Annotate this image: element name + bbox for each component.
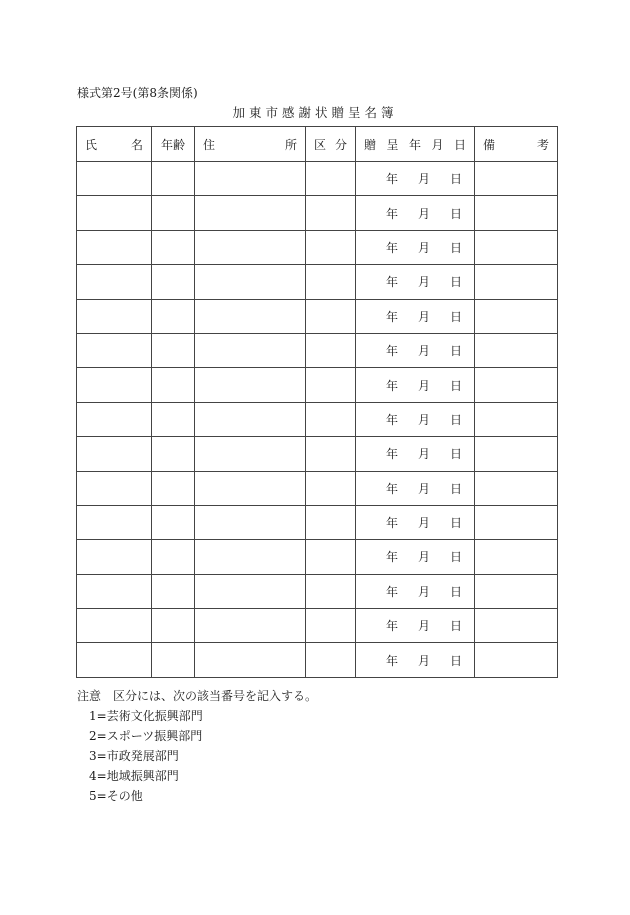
- date-day-label: 日: [449, 378, 462, 393]
- header-date: [356, 127, 475, 162]
- date-cell: [356, 299, 475, 333]
- table-row: [77, 471, 558, 505]
- age-cell: [152, 265, 195, 299]
- date-cell: [356, 574, 475, 608]
- age-cell: [152, 471, 195, 505]
- date-month-label: 月: [417, 447, 430, 462]
- age-cell: [152, 643, 195, 677]
- age-cell: [152, 540, 195, 574]
- date-year-label: 年: [386, 172, 399, 187]
- remarks-cell: [475, 471, 558, 505]
- table-row: [77, 265, 558, 299]
- date-day-label: 日: [449, 309, 462, 324]
- date-cell: [356, 505, 475, 539]
- date-cell: [356, 540, 475, 574]
- notes-section: [77, 686, 317, 806]
- date-day-label: 日: [449, 516, 462, 531]
- address-cell: [195, 643, 306, 677]
- category-cell: [306, 196, 356, 230]
- table-row: [77, 643, 558, 677]
- date-day-label: 日: [449, 240, 462, 255]
- date-month-label: 月: [417, 550, 430, 565]
- name-cell: [77, 643, 152, 677]
- table-row: [77, 368, 558, 402]
- document-title: 加東市感謝状贈呈名簿: [232, 105, 398, 120]
- category-cell: [306, 505, 356, 539]
- category-cell: [306, 230, 356, 264]
- address-cell: [195, 540, 306, 574]
- date-year-label: 年: [386, 584, 399, 599]
- table-row: [77, 540, 558, 574]
- header-remarks-char: 考: [536, 137, 549, 152]
- category-cell: [306, 368, 356, 402]
- date-cell: [356, 471, 475, 505]
- name-cell: [77, 196, 152, 230]
- age-cell: [152, 505, 195, 539]
- header-category-char: 分: [334, 137, 347, 152]
- category-cell: [306, 540, 356, 574]
- form-number: 様式第2号(第8条関係): [77, 86, 198, 100]
- category-cell: [306, 333, 356, 367]
- header-address-char: 所: [284, 137, 297, 152]
- table-row: [77, 196, 558, 230]
- address-cell: [195, 230, 306, 264]
- remarks-cell: [475, 540, 558, 574]
- date-year-label: 年: [386, 206, 399, 221]
- notes-text: 区分には、次の該当番号を記入する。: [113, 689, 318, 703]
- category-cell: [306, 437, 356, 471]
- address-cell: [195, 505, 306, 539]
- date-month-label: 月: [417, 206, 430, 221]
- remarks-cell: [475, 574, 558, 608]
- date-year-label: 年: [386, 447, 399, 462]
- header-date-char: 呈: [386, 137, 399, 152]
- table-row: [77, 402, 558, 436]
- address-cell: [195, 299, 306, 333]
- date-day-label: 日: [449, 481, 462, 496]
- name-cell: [77, 230, 152, 264]
- date-month-label: 月: [417, 172, 430, 187]
- name-cell: [77, 368, 152, 402]
- table-row: [77, 162, 558, 196]
- age-cell: [152, 230, 195, 264]
- date-day-label: 日: [449, 344, 462, 359]
- address-cell: [195, 368, 306, 402]
- date-month-label: 月: [417, 481, 430, 496]
- register-rows: [77, 162, 558, 678]
- category-cell: [306, 299, 356, 333]
- category-item: 2=スポーツ振興部門: [89, 729, 203, 743]
- date-year-label: 年: [386, 619, 399, 634]
- table-row: [77, 574, 558, 608]
- category-item: 5=その他: [89, 789, 143, 803]
- category-cell: [306, 574, 356, 608]
- date-year-label: 年: [386, 309, 399, 324]
- date-cell: [356, 643, 475, 677]
- address-cell: [195, 333, 306, 367]
- name-cell: [77, 471, 152, 505]
- date-month-label: 月: [417, 344, 430, 359]
- remarks-cell: [475, 368, 558, 402]
- name-cell: [77, 574, 152, 608]
- date-month-label: 月: [417, 378, 430, 393]
- date-cell: [356, 196, 475, 230]
- remarks-cell: [475, 437, 558, 471]
- age-cell: [152, 333, 195, 367]
- date-year-label: 年: [386, 344, 399, 359]
- category-item: 3=市政発展部門: [89, 749, 179, 763]
- date-day-label: 日: [449, 447, 462, 462]
- header-remarks: [475, 127, 558, 162]
- date-year-label: 年: [386, 378, 399, 393]
- date-month-label: 月: [417, 619, 430, 634]
- age-cell: [152, 402, 195, 436]
- address-cell: [195, 437, 306, 471]
- table-row: [77, 230, 558, 264]
- date-year-label: 年: [386, 481, 399, 496]
- address-cell: [195, 574, 306, 608]
- date-day-label: 日: [449, 206, 462, 221]
- date-cell: [356, 333, 475, 367]
- age-cell: [152, 574, 195, 608]
- date-cell: [356, 609, 475, 643]
- name-cell: [77, 609, 152, 643]
- remarks-cell: [475, 505, 558, 539]
- date-cell: [356, 402, 475, 436]
- address-cell: [195, 162, 306, 196]
- header-date-char: 日: [453, 137, 466, 152]
- name-cell: [77, 540, 152, 574]
- remarks-cell: [475, 196, 558, 230]
- header-category: [306, 127, 356, 162]
- table-row: [77, 609, 558, 643]
- date-month-label: 月: [417, 309, 430, 324]
- header-address-char: 住: [203, 137, 216, 152]
- category-cell: [306, 609, 356, 643]
- header-name-char: 氏: [85, 137, 98, 152]
- date-day-label: 日: [449, 619, 462, 634]
- remarks-cell: [475, 162, 558, 196]
- age-cell: [152, 162, 195, 196]
- date-month-label: 月: [417, 275, 430, 290]
- remarks-cell: [475, 643, 558, 677]
- category-cell: [306, 402, 356, 436]
- date-month-label: 月: [417, 653, 430, 668]
- remarks-cell: [475, 230, 558, 264]
- date-month-label: 月: [417, 584, 430, 599]
- date-year-label: 年: [386, 240, 399, 255]
- header-age-label: 年齢: [160, 137, 185, 152]
- date-day-label: 日: [449, 653, 462, 668]
- register-table: [76, 126, 558, 678]
- age-cell: [152, 437, 195, 471]
- category-item: 4=地域振興部門: [89, 769, 179, 783]
- address-cell: [195, 609, 306, 643]
- name-cell: [77, 505, 152, 539]
- remarks-cell: [475, 333, 558, 367]
- date-year-label: 年: [386, 275, 399, 290]
- date-month-label: 月: [417, 240, 430, 255]
- date-year-label: 年: [386, 653, 399, 668]
- header-age: [152, 127, 195, 162]
- date-cell: [356, 437, 475, 471]
- header-name: [77, 127, 152, 162]
- notes-label: 注意: [77, 689, 102, 703]
- table-row: [77, 333, 558, 367]
- header-date-char: 月: [431, 137, 444, 152]
- date-day-label: 日: [449, 275, 462, 290]
- date-year-label: 年: [386, 516, 399, 531]
- date-month-label: 月: [417, 412, 430, 427]
- name-cell: [77, 265, 152, 299]
- date-cell: [356, 230, 475, 264]
- header-category-char: 区: [314, 137, 327, 152]
- table-row: [77, 505, 558, 539]
- age-cell: [152, 196, 195, 230]
- header-address: [195, 127, 306, 162]
- date-day-label: 日: [449, 584, 462, 599]
- category-cell: [306, 471, 356, 505]
- date-month-label: 月: [417, 516, 430, 531]
- date-day-label: 日: [449, 172, 462, 187]
- remarks-cell: [475, 609, 558, 643]
- date-day-label: 日: [449, 412, 462, 427]
- address-cell: [195, 471, 306, 505]
- date-year-label: 年: [386, 550, 399, 565]
- date-cell: [356, 265, 475, 299]
- category-cell: [306, 265, 356, 299]
- header-row: [77, 127, 558, 162]
- header-remarks-char: 備: [483, 137, 496, 152]
- remarks-cell: [475, 265, 558, 299]
- category-cell: [306, 162, 356, 196]
- table-row: [77, 299, 558, 333]
- name-cell: [77, 402, 152, 436]
- address-cell: [195, 196, 306, 230]
- header-date-char: 年: [408, 137, 421, 152]
- date-cell: [356, 162, 475, 196]
- name-cell: [77, 437, 152, 471]
- header-date-char: 贈: [364, 137, 377, 152]
- date-year-label: 年: [386, 412, 399, 427]
- date-cell: [356, 368, 475, 402]
- name-cell: [77, 162, 152, 196]
- date-day-label: 日: [449, 550, 462, 565]
- category-cell: [306, 643, 356, 677]
- header-name-char: 名: [130, 137, 143, 152]
- name-cell: [77, 299, 152, 333]
- category-item: 1=芸術文化振興部門: [89, 709, 203, 723]
- table-row: [77, 437, 558, 471]
- age-cell: [152, 299, 195, 333]
- age-cell: [152, 609, 195, 643]
- remarks-cell: [475, 402, 558, 436]
- name-cell: [77, 333, 152, 367]
- address-cell: [195, 265, 306, 299]
- address-cell: [195, 402, 306, 436]
- remarks-cell: [475, 299, 558, 333]
- age-cell: [152, 368, 195, 402]
